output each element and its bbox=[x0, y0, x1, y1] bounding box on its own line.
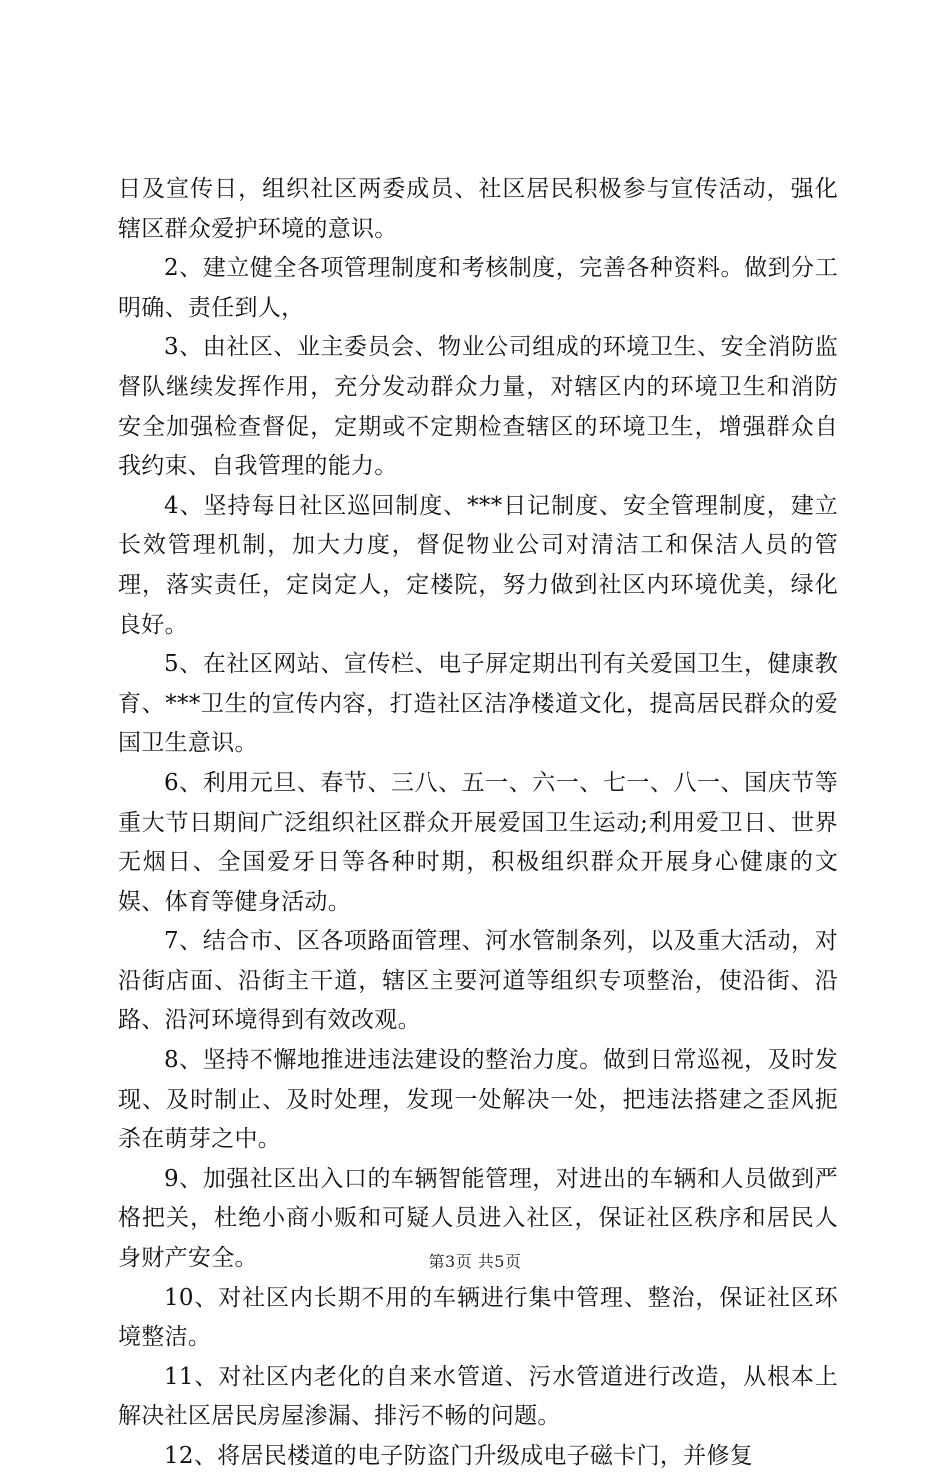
paragraph-10: 11、对社区内老化的自来水管道、污水管道进行改造，从根本上解决社区居民房屋渗漏、排污不畅的问题。 bbox=[118, 1363, 838, 1430]
paragraph-5: 6、利用元旦、春节、三八、五一、六一、七一、八一、国庆节等重大节日期间广泛组织社区群众开展爱国卫生运动;利用爱卫日、世界无烟日、全国爱牙日等各种时期，积极组织群众开展身心健康的文娱、体育等健身活动。 bbox=[118, 769, 838, 915]
paragraph-9: 10、对社区内长期不用的车辆进行集中管理、整治，保证社区环境整洁。 bbox=[118, 1284, 838, 1351]
paragraph-6: 7、结合市、区各项路面管理、河水管制条列，以及重大活动，对沿街店面、沿街主干道，辖区主要河道等组织专项整治，使沿街、沿路、沿河环境得到有效改观。 bbox=[118, 928, 838, 1034]
paragraph-3: 4、坚持每日社区巡回制度、***日记制度、安全管理制度，建立长效管理机制，加大力度，督促物业公司对清洁工和保洁人员的管理，落实责任，定岗定人，定楼院，努力做到社区内环境优美，绿化良好。 bbox=[118, 492, 838, 638]
paragraph-8: 9、加强社区出入口的车辆智能管理，对进出的车辆和人员做到严格把关，杜绝小商小贩和可疑人员进入社区，保证社区秩序和居民人身财产安全。 bbox=[118, 1165, 838, 1272]
paragraph-11: 12、将居民楼道的电子防盗门升级成电子磁卡门，并修复 bbox=[164, 1443, 754, 1469]
page-footer: 第3页 共5页 bbox=[428, 1252, 522, 1271]
paragraph-1: 2、建立健全各项管理制度和考核制度，完善各种资料。做到分工明确、责任到人， bbox=[118, 255, 838, 321]
paragraph-7: 8、坚持不懈地推进违法建设的整治力度。做到日常巡视，及时发现、及时制止、及时处理，发现一处解决一处，把违法搭建之歪风扼杀在萌芽之中。 bbox=[118, 1047, 838, 1153]
paragraph-0: 日及宣传日，组织社区两委成员、社区居民积极参与宣传活动，强化辖区群众爱护环境的意识。 bbox=[118, 176, 838, 242]
paragraph-2: 3、由社区、业主委员会、物业公司组成的环境卫生、安全消防监督队继续发挥作用，充分发动群众力量，对辖区内的环境卫生和消防安全加强检查督促，定期或不定期检查辖区的环境卫生，增强群众自我约束、自我管理的能力。 bbox=[118, 334, 838, 480]
paragraph-4: 5、在社区网站、宣传栏、电子屏定期出刊有关爱国卫生，健康教育、***卫生的宣传内容，打造社区洁净楼道文化，提高居民群众的爱国卫生意识。 bbox=[118, 651, 838, 757]
document-body bbox=[118, 170, 838, 1477]
